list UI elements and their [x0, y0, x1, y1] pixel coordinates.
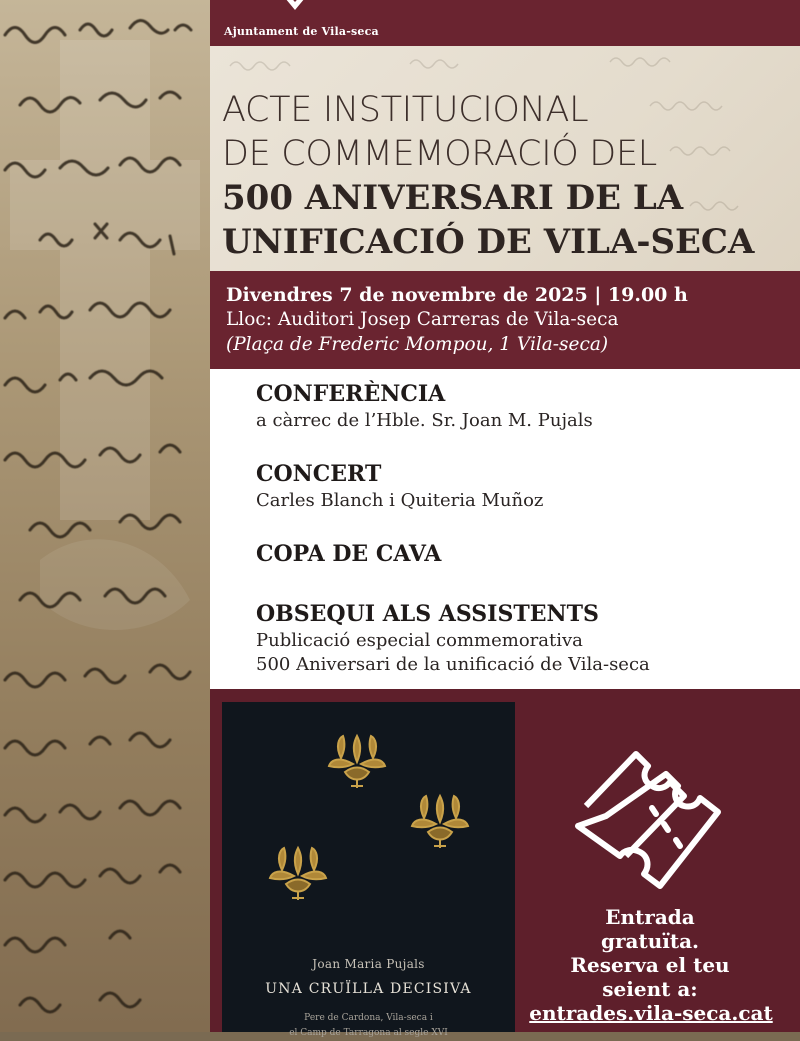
- event-address: (Plaça de Frederic Mompou, 1 Vila-seca): [226, 334, 609, 355]
- book-subtitle-line: Pere de Cardona, Vila-seca i: [304, 1013, 433, 1023]
- flower-emblems-icon: [222, 702, 515, 962]
- program-item-text: Publicació especial commemorativa: [256, 630, 583, 651]
- book-subtitle-line: el Camp de Tarragona al segle XVI: [289, 1028, 448, 1038]
- program-item-title: CONCERT: [256, 461, 382, 487]
- title-line-1: ACTE INSTITUCIONAL: [222, 90, 589, 130]
- entry-line: seient a:: [602, 977, 698, 1001]
- manuscript-illustration: [0, 0, 210, 1032]
- town-shield-icon: [278, 0, 312, 16]
- tickets-link[interactable]: entrades.vila-seca.cat: [529, 1001, 773, 1025]
- program-item-text: 500 Aniversari de la unificació de Vila-seca: [256, 654, 650, 675]
- event-date: Divendres 7 de novembre de 2025 | 19.00 h: [226, 284, 688, 306]
- program-item-title: CONFERÈNCIA: [256, 381, 446, 407]
- book-author: Joan Maria Pujals: [312, 957, 425, 971]
- book-title: UNA CRUÏLLA DECISIVA: [265, 981, 472, 997]
- event-place: Lloc: Auditori Josep Carreras de Vila-seca: [226, 309, 619, 330]
- program-item-title: COPA DE CAVA: [256, 541, 442, 567]
- program-item-text: Carles Blanch i Quiteria Muñoz: [256, 490, 544, 511]
- entry-line: Reserva el teu: [570, 953, 730, 977]
- book-subtitle: [222, 1011, 515, 1041]
- title-line-2: DE COMMEMORACIÓ DEL: [222, 134, 657, 174]
- entry-line: Entrada: [605, 905, 695, 929]
- title-line-3: 500 ANIVERSARI DE LA: [222, 178, 684, 218]
- program-item-title: OBSEQUI ALS ASSISTENTS: [256, 601, 599, 627]
- town-name: Ajuntament de Vila-seca: [224, 25, 379, 38]
- entry-info: [536, 905, 764, 1001]
- ticket-icon: [566, 746, 726, 896]
- title-line-4: UNIFICACIÓ DE VILA-SECA: [222, 222, 755, 262]
- entry-line: gratuïta.: [600, 929, 700, 953]
- manuscript-background: [0, 0, 210, 1032]
- program-item-text: a càrrec de l’Hble. Sr. Joan M. Pujals: [256, 410, 593, 431]
